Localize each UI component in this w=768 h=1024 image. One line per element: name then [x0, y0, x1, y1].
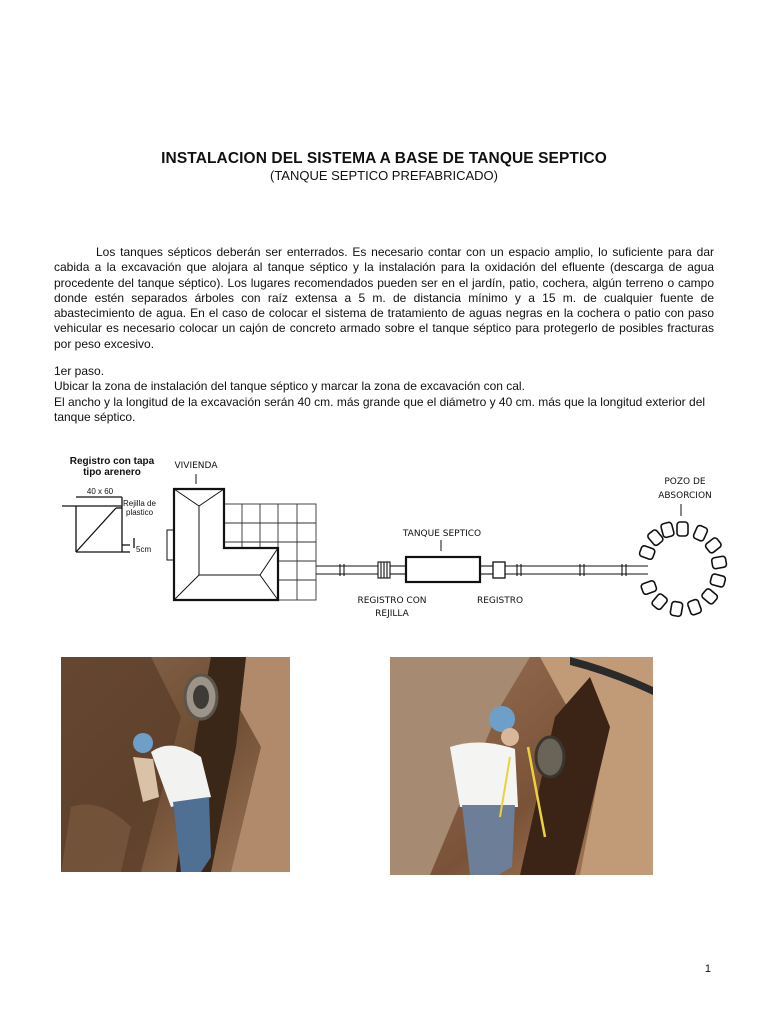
diagram-label-5cm: 5cm — [136, 545, 152, 554]
step-line-1: Ubicar la zona de instalación del tanque séptico y marcar la zona de excavación con cal. — [54, 379, 525, 394]
diagram-label-rejilla-1: Rejilla de — [123, 499, 156, 508]
tanque-septico-symbol — [406, 557, 480, 582]
diagram-label-registro-con-1: REGISTRO CON — [357, 596, 427, 606]
diagram-label-registro-con-2: REJILLA — [375, 609, 409, 619]
registro-symbol — [493, 562, 505, 578]
diagram-label-rejilla-2: plastico — [126, 508, 154, 517]
diagram-label-registro: REGISTRO — [476, 596, 524, 606]
step-one — [54, 364, 718, 425]
septic-system-diagram — [50, 448, 740, 628]
diagram-label-registro-tapa-2: tipo arenero — [83, 467, 141, 478]
registro-rejilla-symbol — [378, 562, 390, 578]
diagram-label-vivienda: VIVIENDA — [174, 461, 218, 471]
vivienda-roof — [174, 489, 278, 600]
diagram-label-dim-40x60: 40 x 60 — [86, 487, 114, 496]
intro-paragraph — [54, 245, 714, 352]
diagram-label-registro-tapa-1: Registro con tapa — [69, 456, 155, 467]
excavation-photo-2 — [390, 657, 653, 875]
diagram-label-pozo-2: ABSORCION — [658, 491, 712, 501]
intro-paragraph-text: Los tanques sépticos deberán ser enterrados. Es necesario contar con un espacio amplio, lo suficiente para dar cabida a la excavación que alojara al tanque séptico y la instalación para la oxidación del efluente (descarga de agua procedente del tanque séptico). Los lugares recomendados pueden ser en el jardín, patio, cochera, algún terreno o campo donde estén separados árboles con raíz extensa a 5 m. de distancia mínimo y a 15 m. de cualquier fuente de abastecimiento de agua. En el caso de colocar el sistema de tratamiento de aguas negras en la cochera o patio con paso vehicular es necesario colocar un cajón de concreto armado sobre el tanque séptico para protegerlo de posibles fracturas por peso excesivo. — [54, 245, 714, 351]
step-line-2: El ancho y la longitud de la excavación serán 40 cm. más grande que el diámetro y 40 cm. más que la longitud exterior del tanque séptico. — [54, 394, 706, 424]
document-title: INSTALACION DEL SISTEMA A BASE DE TANQUE SEPTICO — [161, 150, 607, 167]
diagram-label-tanque: TANQUE SEPTICO — [402, 529, 482, 539]
step-heading: 1er paso. — [54, 364, 105, 378]
page-number: 1 — [704, 963, 711, 975]
document-subtitle: (TANQUE SEPTICO PREFABRICADO) — [269, 168, 498, 183]
pipe-line — [316, 564, 648, 576]
pozo-absorcion-ring — [639, 522, 727, 617]
diagram-label-pozo-1: POZO DE — [664, 477, 706, 487]
excavation-photo-1 — [61, 657, 290, 872]
